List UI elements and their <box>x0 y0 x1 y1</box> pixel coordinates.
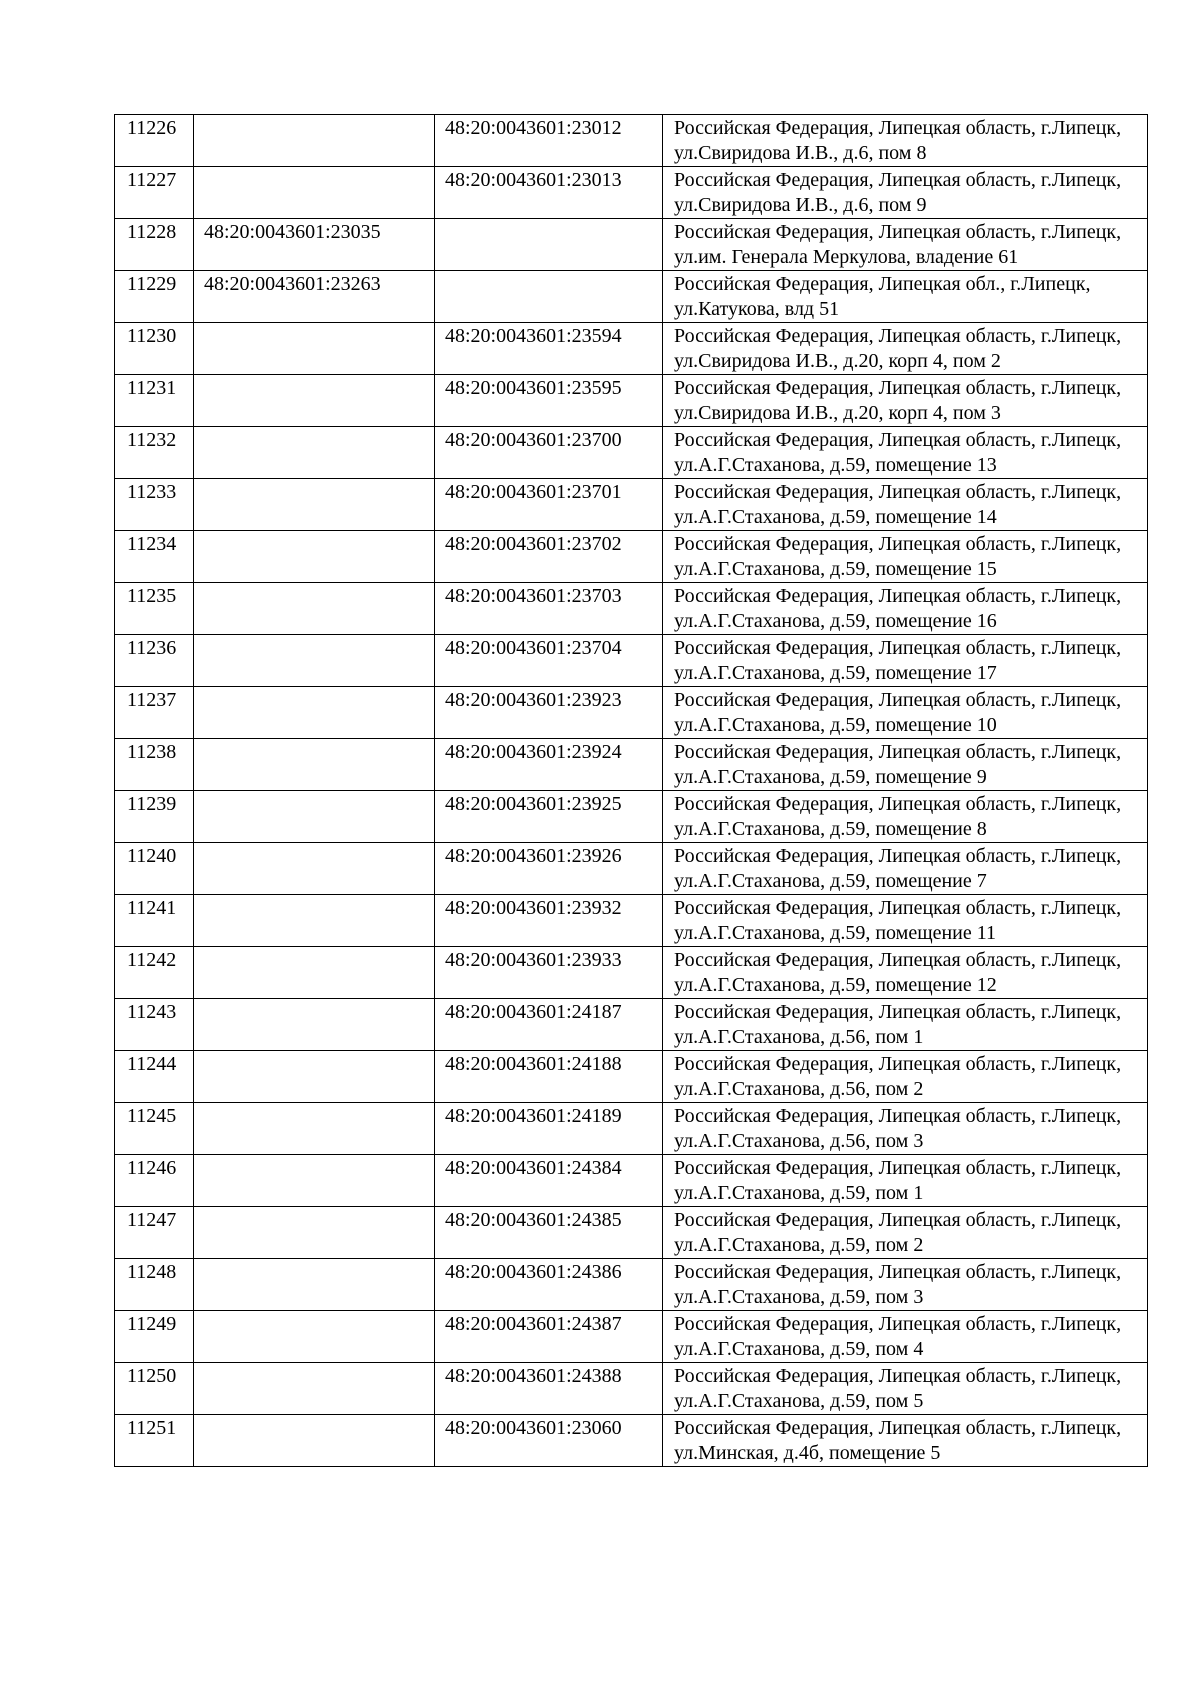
premises-cadastral-number-cell: 48:20:0043601:23923 <box>435 687 663 739</box>
row-number-cell: 11249 <box>115 1311 194 1363</box>
row-number-cell: 11242 <box>115 947 194 999</box>
premises-cadastral-number-cell: 48:20:0043601:23700 <box>435 427 663 479</box>
premises-cadastral-number-cell: 48:20:0043601:23013 <box>435 167 663 219</box>
table-row <box>115 479 1148 531</box>
table-row <box>115 999 1148 1051</box>
table-row <box>115 1155 1148 1207</box>
premises-cadastral-number-cell <box>435 271 663 323</box>
address-cell: Российская Федерация, Липецкая область, г.Липецк, ул.А.Г.Стаханова, д.59, пом 2 <box>663 1207 1148 1259</box>
row-number-cell: 11250 <box>115 1363 194 1415</box>
premises-cadastral-number-cell: 48:20:0043601:23704 <box>435 635 663 687</box>
premises-cadastral-number-cell: 48:20:0043601:23701 <box>435 479 663 531</box>
premises-cadastral-number-cell: 48:20:0043601:23595 <box>435 375 663 427</box>
table-row <box>115 1103 1148 1155</box>
premises-cadastral-number-cell <box>435 219 663 271</box>
address-cell: Российская Федерация, Липецкая область, г.Липецк, ул.Свиридова И.В., д.6, пом 9 <box>663 167 1148 219</box>
land-cadastral-number-cell <box>194 1207 435 1259</box>
row-number-cell: 11241 <box>115 895 194 947</box>
land-cadastral-number-cell <box>194 479 435 531</box>
row-number-cell: 11226 <box>115 115 194 167</box>
land-cadastral-number-cell <box>194 1259 435 1311</box>
table-row <box>115 219 1148 271</box>
premises-cadastral-number-cell: 48:20:0043601:23932 <box>435 895 663 947</box>
land-cadastral-number-cell <box>194 843 435 895</box>
land-cadastral-number-cell <box>194 375 435 427</box>
registry-table-body <box>115 115 1148 1467</box>
premises-cadastral-number-cell: 48:20:0043601:24385 <box>435 1207 663 1259</box>
land-cadastral-number-cell <box>194 583 435 635</box>
address-cell: Российская Федерация, Липецкая область, г.Липецк, ул.А.Г.Стаханова, д.59, помещение 14 <box>663 479 1148 531</box>
table-row <box>115 115 1148 167</box>
address-cell: Российская Федерация, Липецкая область, г.Липецк, ул.Свиридова И.В., д.6, пом 8 <box>663 115 1148 167</box>
address-cell: Российская Федерация, Липецкая область, г.Липецк, ул.А.Г.Стаханова, д.59, помещение 11 <box>663 895 1148 947</box>
table-row <box>115 843 1148 895</box>
land-cadastral-number-cell <box>194 999 435 1051</box>
table-row <box>115 1259 1148 1311</box>
premises-cadastral-number-cell: 48:20:0043601:23924 <box>435 739 663 791</box>
table-row <box>115 635 1148 687</box>
land-cadastral-number-cell <box>194 531 435 583</box>
row-number-cell: 11227 <box>115 167 194 219</box>
land-cadastral-number-cell <box>194 635 435 687</box>
premises-cadastral-number-cell: 48:20:0043601:24388 <box>435 1363 663 1415</box>
row-number-cell: 11243 <box>115 999 194 1051</box>
row-number-cell: 11236 <box>115 635 194 687</box>
land-cadastral-number-cell <box>194 947 435 999</box>
land-cadastral-number-cell <box>194 1103 435 1155</box>
address-cell: Российская Федерация, Липецкая область, г.Липецк, ул.А.Г.Стаханова, д.59, пом 5 <box>663 1363 1148 1415</box>
land-cadastral-number-cell <box>194 895 435 947</box>
premises-cadastral-number-cell: 48:20:0043601:23060 <box>435 1415 663 1467</box>
address-cell: Российская Федерация, Липецкая область, г.Липецк, ул.А.Г.Стаханова, д.59, пом 4 <box>663 1311 1148 1363</box>
row-number-cell: 11238 <box>115 739 194 791</box>
land-cadastral-number-cell <box>194 427 435 479</box>
premises-cadastral-number-cell: 48:20:0043601:23925 <box>435 791 663 843</box>
premises-cadastral-number-cell: 48:20:0043601:23926 <box>435 843 663 895</box>
address-cell: Российская Федерация, Липецкая область, г.Липецк, ул.А.Г.Стаханова, д.59, помещение 9 <box>663 739 1148 791</box>
premises-cadastral-number-cell: 48:20:0043601:23933 <box>435 947 663 999</box>
land-cadastral-number-cell <box>194 687 435 739</box>
table-row <box>115 687 1148 739</box>
land-cadastral-number-cell <box>194 739 435 791</box>
premises-cadastral-number-cell: 48:20:0043601:24188 <box>435 1051 663 1103</box>
row-number-cell: 11233 <box>115 479 194 531</box>
land-cadastral-number-cell <box>194 1363 435 1415</box>
premises-cadastral-number-cell: 48:20:0043601:23594 <box>435 323 663 375</box>
table-row <box>115 1311 1148 1363</box>
address-cell: Российская Федерация, Липецкая область, г.Липецк, ул.А.Г.Стаханова, д.56, пом 2 <box>663 1051 1148 1103</box>
row-number-cell: 11231 <box>115 375 194 427</box>
address-cell: Российская Федерация, Липецкая область, г.Липецк, ул.А.Г.Стаханова, д.59, помещение 8 <box>663 791 1148 843</box>
table-row <box>115 375 1148 427</box>
land-cadastral-number-cell <box>194 1311 435 1363</box>
table-row <box>115 531 1148 583</box>
table-row <box>115 271 1148 323</box>
premises-cadastral-number-cell: 48:20:0043601:24189 <box>435 1103 663 1155</box>
table-row <box>115 167 1148 219</box>
address-cell: Российская Федерация, Липецкая область, г.Липецк, ул.Свиридова И.В., д.20, корп 4, пом 3 <box>663 375 1148 427</box>
table-row <box>115 895 1148 947</box>
table-row <box>115 427 1148 479</box>
address-cell: Российская Федерация, Липецкая область, г.Липецк, ул.А.Г.Стаханова, д.59, помещение 13 <box>663 427 1148 479</box>
address-cell: Российская Федерация, Липецкая область, г.Липецк, ул.А.Г.Стаханова, д.59, пом 1 <box>663 1155 1148 1207</box>
row-number-cell: 11230 <box>115 323 194 375</box>
row-number-cell: 11251 <box>115 1415 194 1467</box>
row-number-cell: 11246 <box>115 1155 194 1207</box>
row-number-cell: 11234 <box>115 531 194 583</box>
address-cell: Российская Федерация, Липецкая область, г.Липецк, ул.им. Генерала Меркулова, владение 61 <box>663 219 1148 271</box>
address-cell: Российская Федерация, Липецкая область, г.Липецк, ул.Минская, д.4б, помещение 5 <box>663 1415 1148 1467</box>
address-cell: Российская Федерация, Липецкая область, г.Липецк, ул.А.Г.Стаханова, д.59, помещение 12 <box>663 947 1148 999</box>
table-row <box>115 1363 1148 1415</box>
premises-cadastral-number-cell: 48:20:0043601:24386 <box>435 1259 663 1311</box>
address-cell: Российская Федерация, Липецкая область, г.Липецк, ул.А.Г.Стаханова, д.59, помещение 16 <box>663 583 1148 635</box>
address-cell: Российская Федерация, Липецкая обл., г.Липецк, ул.Катукова, влд 51 <box>663 271 1148 323</box>
table-row <box>115 791 1148 843</box>
land-cadastral-number-cell: 48:20:0043601:23035 <box>194 219 435 271</box>
land-cadastral-number-cell: 48:20:0043601:23263 <box>194 271 435 323</box>
address-cell: Российская Федерация, Липецкая область, г.Липецк, ул.А.Г.Стаханова, д.59, помещение 7 <box>663 843 1148 895</box>
table-row <box>115 1207 1148 1259</box>
land-cadastral-number-cell <box>194 1415 435 1467</box>
row-number-cell: 11247 <box>115 1207 194 1259</box>
land-cadastral-number-cell <box>194 1051 435 1103</box>
land-cadastral-number-cell <box>194 1155 435 1207</box>
row-number-cell: 11240 <box>115 843 194 895</box>
land-cadastral-number-cell <box>194 115 435 167</box>
row-number-cell: 11245 <box>115 1103 194 1155</box>
premises-cadastral-number-cell: 48:20:0043601:24187 <box>435 999 663 1051</box>
row-number-cell: 11248 <box>115 1259 194 1311</box>
land-cadastral-number-cell <box>194 791 435 843</box>
premises-cadastral-number-cell: 48:20:0043601:23703 <box>435 583 663 635</box>
row-number-cell: 11232 <box>115 427 194 479</box>
address-cell: Российская Федерация, Липецкая область, г.Липецк, ул.А.Г.Стаханова, д.59, пом 3 <box>663 1259 1148 1311</box>
table-row <box>115 1415 1148 1467</box>
table-row <box>115 1051 1148 1103</box>
row-number-cell: 11244 <box>115 1051 194 1103</box>
address-cell: Российская Федерация, Липецкая область, г.Липецк, ул.Свиридова И.В., д.20, корп 4, пом 2 <box>663 323 1148 375</box>
premises-cadastral-number-cell: 48:20:0043601:23012 <box>435 115 663 167</box>
table-row <box>115 583 1148 635</box>
row-number-cell: 11235 <box>115 583 194 635</box>
address-cell: Российская Федерация, Липецкая область, г.Липецк, ул.А.Г.Стаханова, д.56, пом 1 <box>663 999 1148 1051</box>
row-number-cell: 11237 <box>115 687 194 739</box>
row-number-cell: 11239 <box>115 791 194 843</box>
premises-cadastral-number-cell: 48:20:0043601:24384 <box>435 1155 663 1207</box>
land-cadastral-number-cell <box>194 167 435 219</box>
address-cell: Российская Федерация, Липецкая область, г.Липецк, ул.А.Г.Стаханова, д.56, пом 3 <box>663 1103 1148 1155</box>
address-cell: Российская Федерация, Липецкая область, г.Липецк, ул.А.Г.Стаханова, д.59, помещение 10 <box>663 687 1148 739</box>
table-row <box>115 323 1148 375</box>
address-cell: Российская Федерация, Липецкая область, г.Липецк, ул.А.Г.Стаханова, д.59, помещение 15 <box>663 531 1148 583</box>
table-row <box>115 739 1148 791</box>
address-cell: Российская Федерация, Липецкая область, г.Липецк, ул.А.Г.Стаханова, д.59, помещение 17 <box>663 635 1148 687</box>
table-row <box>115 947 1148 999</box>
premises-cadastral-number-cell: 48:20:0043601:24387 <box>435 1311 663 1363</box>
premises-cadastral-number-cell: 48:20:0043601:23702 <box>435 531 663 583</box>
land-cadastral-number-cell <box>194 323 435 375</box>
property-registry-table <box>114 114 1148 1467</box>
row-number-cell: 11229 <box>115 271 194 323</box>
row-number-cell: 11228 <box>115 219 194 271</box>
